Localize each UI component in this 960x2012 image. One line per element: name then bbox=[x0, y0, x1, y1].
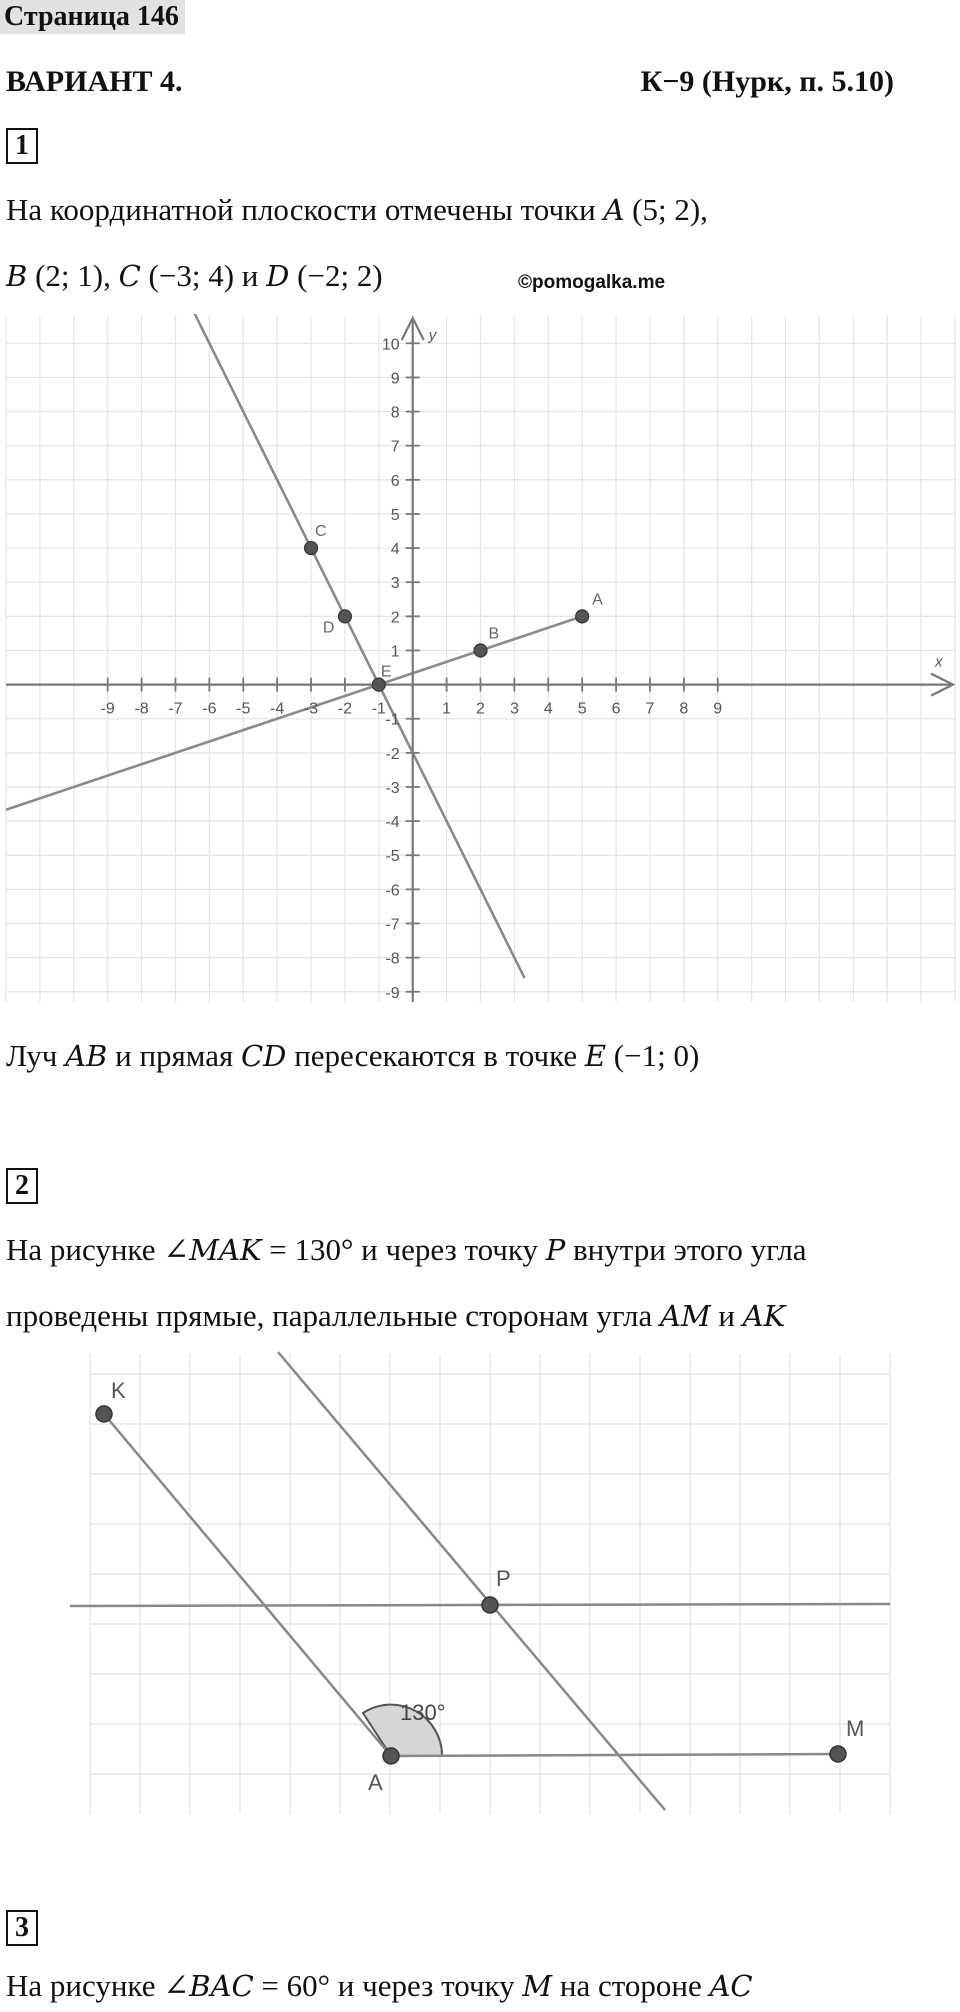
coordinate-plane-chart bbox=[0, 314, 960, 1004]
x-tick-label: -7 bbox=[168, 700, 183, 718]
x-tick-label: 3 bbox=[509, 700, 519, 718]
x-tick-label: -2 bbox=[337, 700, 353, 718]
y-tick-label: -9 bbox=[385, 984, 400, 1002]
point-b bbox=[474, 644, 487, 657]
y-tick-label: -8 bbox=[385, 950, 400, 968]
x-tick-label: -3 bbox=[303, 700, 319, 718]
ray-ab bbox=[6, 616, 582, 809]
side-am bbox=[391, 1754, 838, 1756]
angle-label: 130° bbox=[400, 1700, 446, 1725]
x-tick-label: 2 bbox=[476, 700, 485, 718]
page-label: Страница 146 bbox=[0, 0, 185, 34]
y-tick-label: -3 bbox=[385, 779, 400, 797]
y-tick-label: -7 bbox=[385, 916, 400, 934]
task2-number: 2 bbox=[6, 1168, 38, 1204]
y-tick-label: 10 bbox=[381, 336, 400, 354]
figure-grid bbox=[90, 1354, 890, 1814]
y-tick-label: -2 bbox=[385, 745, 400, 763]
x-tick-label: -9 bbox=[100, 700, 115, 718]
label-m: M bbox=[846, 1716, 865, 1741]
line-parallel-to-am bbox=[70, 1604, 890, 1606]
x-tick-label: 7 bbox=[645, 700, 655, 718]
point-label-c: C bbox=[315, 523, 327, 541]
reference-title: К−9 (Нурк, п. 5.10) bbox=[640, 65, 894, 98]
point-label-d: D bbox=[322, 619, 335, 637]
label-a: A bbox=[368, 1770, 383, 1795]
point-d bbox=[338, 610, 351, 623]
x-tick-label: 9 bbox=[713, 700, 723, 718]
line-cd bbox=[186, 314, 525, 978]
y-tick-label: -6 bbox=[385, 882, 400, 900]
x-tick-label: -5 bbox=[236, 700, 251, 718]
y-tick-label: 8 bbox=[390, 404, 400, 422]
x-tick-label: -6 bbox=[202, 700, 217, 718]
y-tick-label: -4 bbox=[385, 814, 400, 832]
side-ak bbox=[104, 1414, 391, 1756]
y-tick-label: 3 bbox=[390, 575, 400, 593]
point-a bbox=[383, 1748, 399, 1764]
point-a bbox=[576, 610, 589, 623]
x-axis-label: x bbox=[935, 653, 943, 671]
point-m bbox=[830, 1746, 846, 1762]
x-tick-label: -1 bbox=[371, 700, 386, 718]
point-k bbox=[96, 1406, 112, 1422]
line-parallel-to-ak bbox=[278, 1352, 665, 1810]
task2-line1: На рисунке ∠MAK = 130° и через точку P внутри этого угла bbox=[6, 1232, 807, 1267]
point-label-b: B bbox=[488, 625, 500, 643]
x-tick-label: 5 bbox=[577, 700, 587, 718]
label-p: P bbox=[496, 1566, 511, 1591]
x-tick-label: 6 bbox=[611, 700, 621, 718]
y-tick-label: -5 bbox=[385, 848, 400, 866]
y-tick-label: 5 bbox=[390, 506, 400, 524]
point-label-e: E bbox=[380, 663, 392, 681]
task1-answer: Луч AB и прямая CD пересекаются в точке E (−1; 0) bbox=[6, 1038, 700, 1073]
y-tick-label: 9 bbox=[390, 370, 400, 388]
task1-line1: На координатной плоскости отмечены точки A (5; 2), bbox=[6, 192, 708, 227]
point-label-a: A bbox=[592, 591, 603, 609]
x-tick-label: -8 bbox=[134, 700, 149, 718]
y-tick-label: 7 bbox=[390, 438, 400, 456]
x-tick-label: 1 bbox=[442, 700, 452, 718]
x-tick-label: 8 bbox=[679, 700, 689, 718]
x-tick-label: -4 bbox=[270, 700, 285, 718]
y-tick-label: 1 bbox=[390, 643, 400, 661]
y-tick-label: 4 bbox=[390, 541, 400, 559]
y-tick-label: 6 bbox=[390, 472, 400, 490]
label-k: K bbox=[111, 1378, 126, 1403]
angle-figure bbox=[0, 1344, 960, 1824]
point-c bbox=[305, 542, 318, 555]
y-tick-label: 2 bbox=[390, 609, 400, 627]
y-tick-label: -1 bbox=[385, 711, 400, 729]
y-axis-label: y bbox=[428, 327, 437, 344]
x-tick-label: 4 bbox=[543, 700, 553, 718]
task3-line1: На рисунке ∠BAC = 60° и через точку M на стороне AC bbox=[6, 1968, 753, 2003]
variant-title: ВАРИАНТ 4. bbox=[6, 65, 183, 98]
task1-line2: B (2; 1), C (−3; 4) и D (−2; 2) bbox=[6, 258, 383, 293]
task1-number: 1 bbox=[6, 128, 38, 164]
task2-line2: проведены прямые, параллельные сторонам угла AM и AK bbox=[6, 1298, 786, 1333]
point-p bbox=[482, 1597, 498, 1613]
watermark: ©pomogalka.me bbox=[518, 272, 666, 293]
task3-number: 3 bbox=[6, 1910, 38, 1946]
